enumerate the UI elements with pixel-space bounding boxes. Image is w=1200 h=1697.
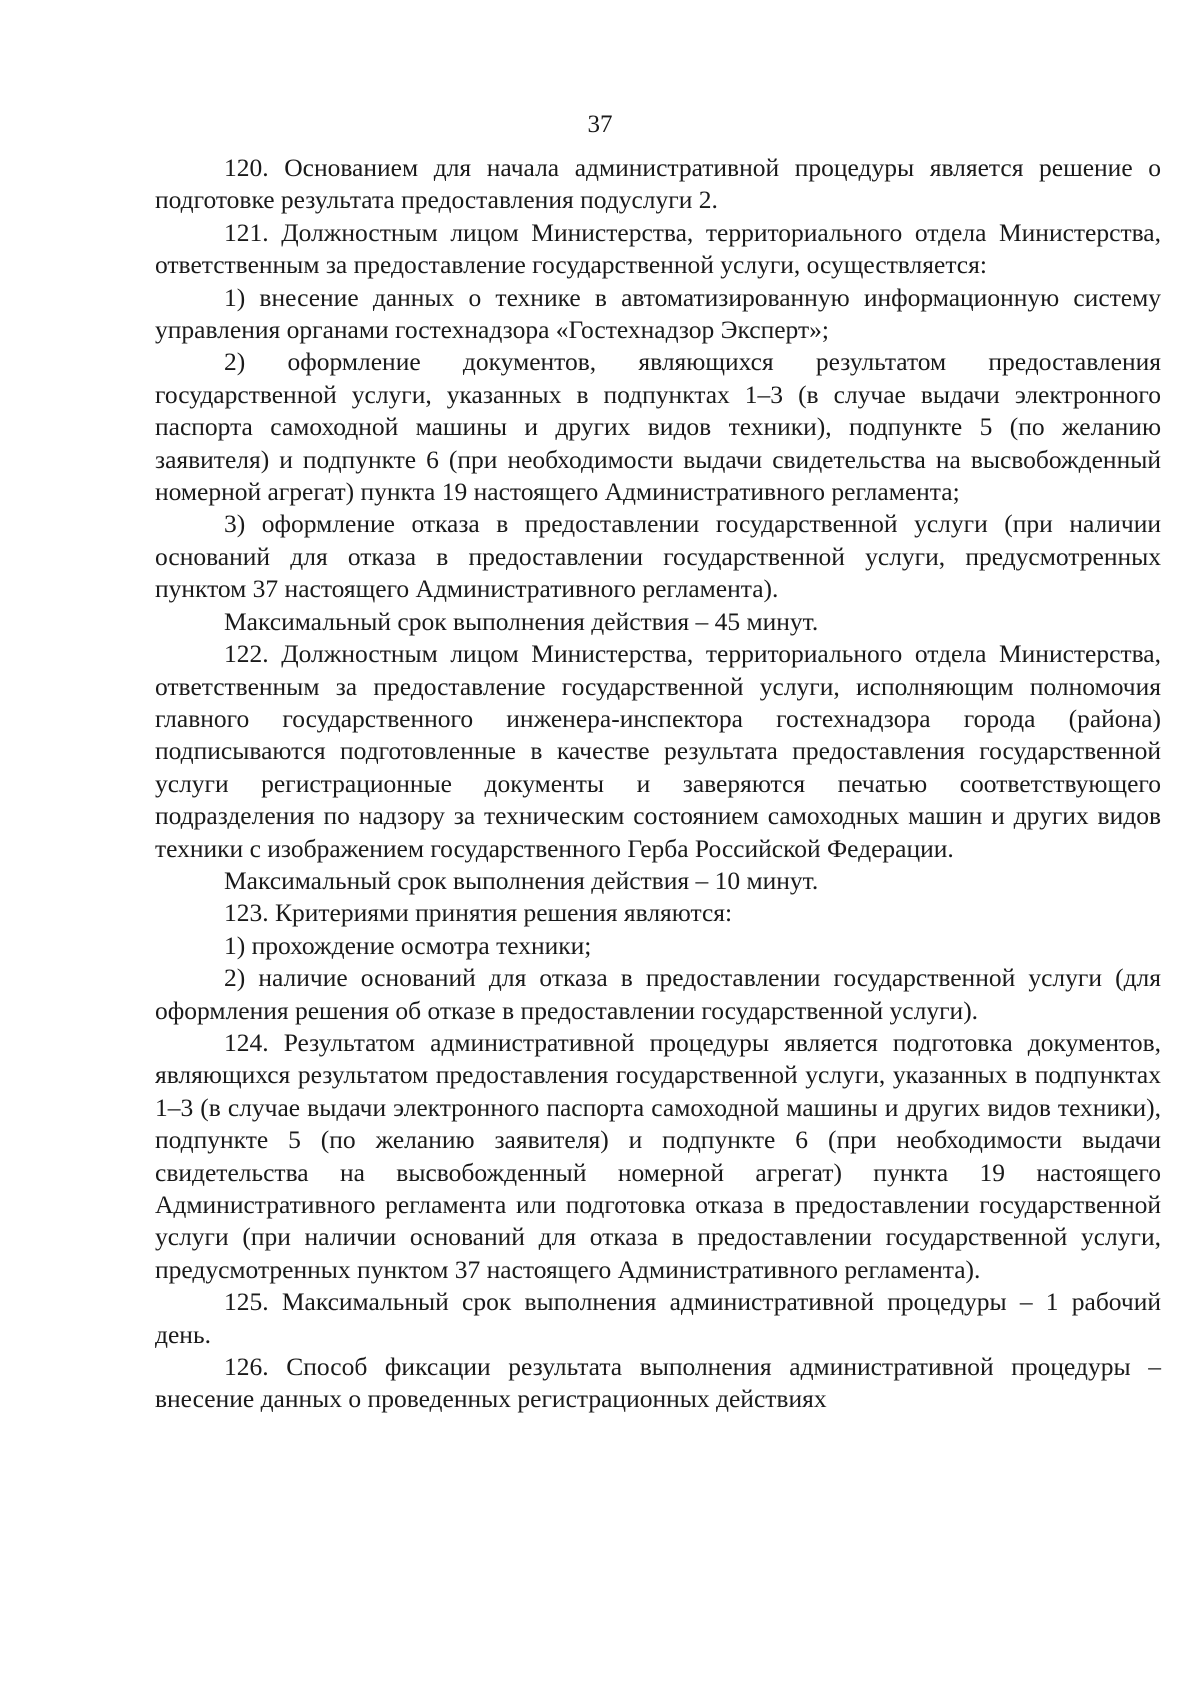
paragraph-121-time-limit: Максимальный срок выполнения действия – 45 минут. — [224, 606, 819, 636]
paragraph-123-item-2: 2) наличие оснований для отказа в предоставлении государственной услуги (для оформления решения об отказе в предоставлении государственной услуги). — [155, 963, 1161, 1025]
paragraph-125: 125. Максимальный срок выполнения административной процедуры – 1 рабочий день. — [155, 1287, 1161, 1349]
document-body — [155, 152, 1161, 1416]
paragraph-123-item-1: 1) прохождение осмотра техники; — [224, 930, 592, 960]
paragraph-123: 123. Критериями принятия решения являются: — [224, 898, 733, 928]
paragraph-122: 122. Должностным лицом Министерства, территориального отдела Министерства, ответственным за предоставление государственной услуги, исполняющим полномочия главного государственного инженера-инспектора гостехнадзора города (района) подписываются подготовленные в качестве результата предоставления государственной услуги регистрационные документы и заверяются печатью соответствующего подразделения по надзору за техническим состоянием самоходных машин и других видов техники с изображением государственного Герба Российской Федерации. — [155, 639, 1161, 863]
page-number: 37 — [587, 111, 613, 138]
paragraph-122-time-limit: Максимальный срок выполнения действия – 10 минут. — [224, 865, 819, 895]
paragraph-124: 124. Результатом административной процедуры является подготовка документов, являющихся результатом предоставления государственной услуги, указанных в подпунктах 1–3 (в случае выдачи электронного паспорта самоходной машины и других видов техники), подпункте 5 (по желанию заявителя) и подпункте 6 (при необходимости выдачи свидетельства на высвобожденный номерной агрегат) пункта 19 настоящего Административного регламента или подготовка отказа в предоставлении государственной услуги (при наличии оснований для отказа в предоставлении государственной услуги, предусмотренных пунктом 37 настоящего Административного регламента). — [155, 1027, 1161, 1284]
paragraph-121-item-2: 2) оформление документов, являющихся результатом предоставления государственной услуги, указанных в подпунктах 1–3 (в случае выдачи электронного паспорта самоходной машины и других видов техники), подпункте 5 (по желанию заявителя) и подпункте 6 (при необходимости выдачи свидетельства на высвобожденный номерной агрегат) пункта 19 настоящего Административного регламента; — [155, 347, 1161, 507]
paragraph-121-item-1: 1) внесение данных о технике в автоматизированную информационную систему управления органами гостехнадзора «Гостехнадзор Эксперт»; — [155, 282, 1161, 345]
paragraph-121: 121. Должностным лицом Министерства, территориального отдела Министерства, ответственным за предоставление государственной услуги, осуществляется: — [155, 217, 1161, 280]
paragraph-120: 120. Основанием для начала административной процедуры является решение о подготовке результата предоставления подуслуги 2. — [155, 153, 1161, 215]
paragraph-126: 126. Способ фиксации результата выполнения административной процедуры – внесение данных о проведенных регистрационных действиях — [155, 1352, 1161, 1414]
paragraph-121-item-3: 3) оформление отказа в предоставлении государственной услуги (при наличии оснований для отказа в предоставлении государственной услуги, предусмотренных пунктом 37 настоящего Административного регламента). — [155, 509, 1161, 604]
